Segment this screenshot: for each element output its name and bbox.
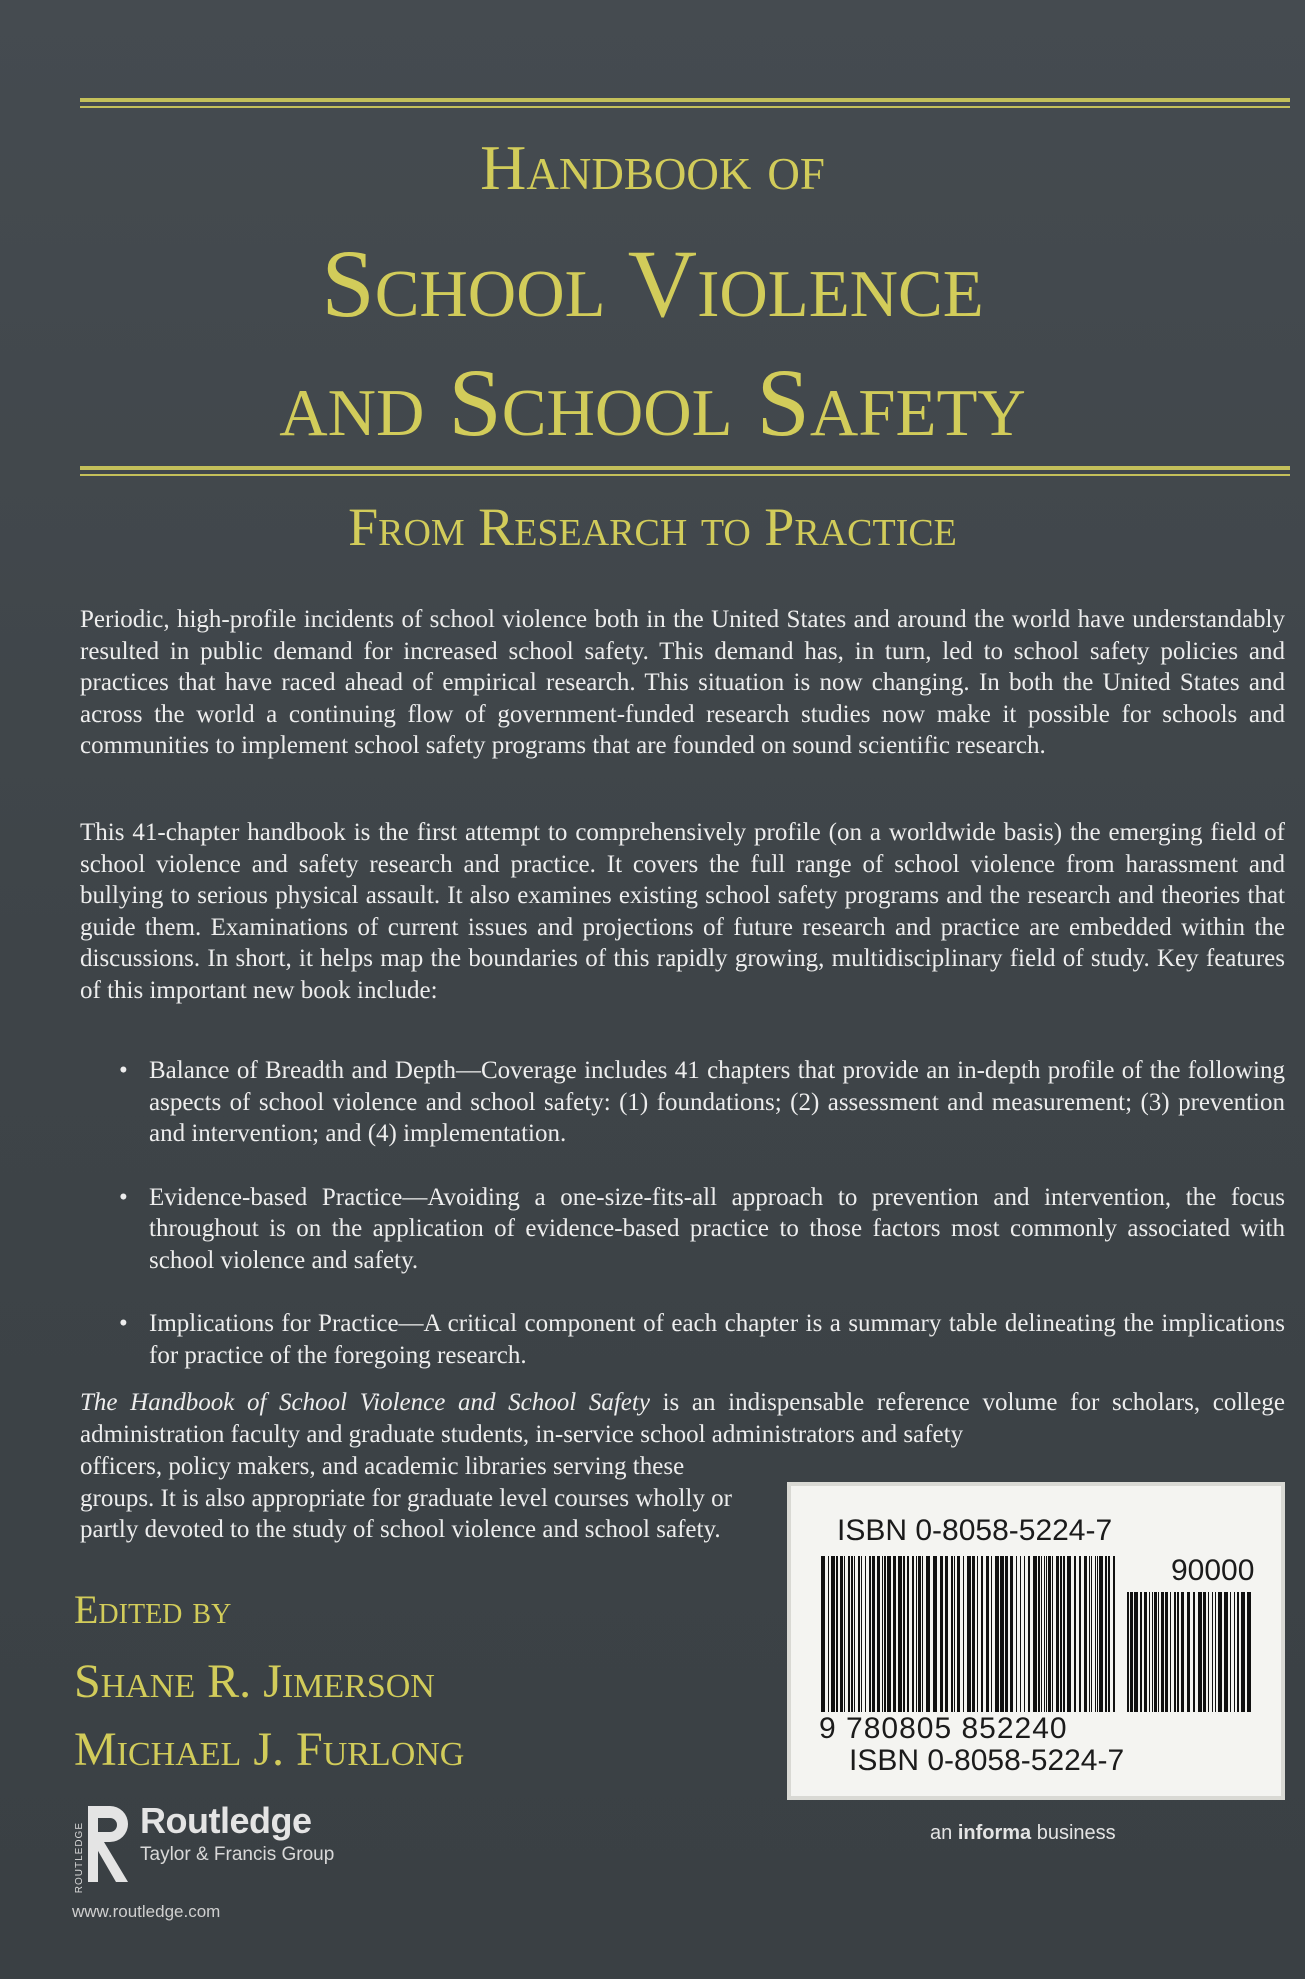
barcode-bar (865, 1556, 866, 1712)
barcode-bar (831, 1556, 835, 1712)
book-title-italic: The Handbook of School Violence and School Safety (80, 1389, 650, 1416)
bullet-icon: • (119, 1057, 128, 1084)
barcode-bar (1230, 1592, 1231, 1712)
barcode-bar (1127, 1592, 1129, 1712)
barcode-bar (877, 1556, 880, 1712)
barcode-bar (1165, 1592, 1168, 1712)
title-line-1: Handbook of (480, 132, 825, 203)
barcode-bar (1174, 1592, 1176, 1712)
barcode-bar (840, 1556, 843, 1712)
audience-paragraph: The Handbook of School Violence and School Safety is an indispensable reference volume for scholars, college administration faculty and graduate students, in-service school administrators and safety (80, 1389, 1285, 1448)
barcode-bar (995, 1556, 999, 1712)
informa-tagline: an informa business (930, 1822, 1116, 1844)
barcode-bar (1028, 1556, 1030, 1712)
barcode-bar (1095, 1556, 1096, 1712)
barcode-bar (933, 1556, 937, 1712)
barcode-bar (1079, 1556, 1081, 1712)
barcode-bar (858, 1556, 860, 1712)
middle-rule (80, 466, 1290, 476)
handbook-paragraph: This 41-chapter handbook is the first attempt to comprehensively profile (on a worldwide basis) the emerging field of school violence and safety research and practice. It covers the full range of school violence from harassment and bullying to serious physical assault. It also examines existing school safety programs and the research and theories that guide them. Examinations of current issues and projections of future research and practice are embedded within the discussions. In short, it helps map the boundaries of this rapidly growing, multidisciplinary field of study. Key features of this important new book include: (80, 819, 1285, 1004)
barcode-bar (1067, 1556, 1071, 1712)
barcode-bar (1089, 1556, 1090, 1712)
barcode-bar (972, 1556, 975, 1712)
barcode-bar (882, 1556, 883, 1712)
barcode-bar (922, 1556, 923, 1712)
barcode-bar (986, 1556, 989, 1712)
barcode-bar (1149, 1592, 1150, 1712)
barcode-bar (1041, 1556, 1042, 1712)
isbn-top: ISBN 0-8058-5224-7 (837, 1514, 1113, 1547)
barcode-bar (861, 1556, 862, 1712)
publisher-url: www.routledge.com (72, 1902, 221, 1921)
barcode-bar (872, 1556, 875, 1712)
barcode-bar (1024, 1556, 1025, 1712)
barcode-bar (1005, 1556, 1008, 1712)
barcode-bar (1010, 1556, 1013, 1712)
barcode-bar (1241, 1592, 1245, 1712)
bullet-icon: • (119, 1183, 128, 1211)
barcode-bar (1000, 1556, 1004, 1712)
barcode-bar (844, 1556, 845, 1712)
barcode-bar (1187, 1592, 1190, 1712)
isbn-bottom: ISBN 0-8058-5224-7 (849, 1744, 1125, 1777)
barcode-bar (1105, 1556, 1107, 1712)
barcode-bar (918, 1556, 921, 1712)
barcode-bar (1084, 1556, 1087, 1712)
barcode-bar (1218, 1592, 1222, 1712)
barcode-bar (981, 1556, 983, 1712)
barcode-bar (1144, 1592, 1147, 1712)
barcode-bar (967, 1556, 971, 1712)
barcode-bar (1208, 1592, 1209, 1712)
barcode-bar (1074, 1556, 1076, 1712)
barcode-bar (912, 1556, 914, 1712)
barcode-bar (916, 1556, 917, 1712)
barcode-bar (940, 1556, 943, 1712)
barcode-bar (951, 1556, 953, 1712)
barcode-bar (1177, 1592, 1179, 1712)
barcode-bar (1108, 1556, 1110, 1712)
list-item: • Evidence-based Practice—Avoiding a one-size-fits-all approach to prevention and intervention, the focus throughout is on the application of evidence-based practice to those factors most commonly associated with school violence and safety. (119, 1183, 1285, 1274)
barcode-bar (1046, 1556, 1047, 1712)
barcode-bar (1099, 1556, 1103, 1712)
barcode-bar (848, 1556, 850, 1712)
barcode-bar (1212, 1592, 1213, 1712)
barcode-bar (1152, 1592, 1153, 1712)
barcode-bar (1033, 1556, 1037, 1712)
barcode-bar (828, 1556, 829, 1712)
barcode-bar (991, 1556, 992, 1712)
barcode-bar (1052, 1556, 1053, 1712)
key-features-list (115, 1055, 1285, 1403)
barcode-bar (1048, 1556, 1051, 1712)
publisher-logo (72, 1796, 402, 1896)
title-line-2: School Violence (321, 230, 984, 337)
audience-paragraph-continued: officers, policy makers, and academic libraries serving these groups. It is also appropriate for graduate level courses wholly or partly devoted to the study of school violence and school safety. (80, 1453, 732, 1543)
barcode-bar (869, 1556, 871, 1712)
barcode-bar (1234, 1592, 1235, 1712)
barcode-bar (954, 1556, 955, 1712)
barcode-bar (926, 1556, 930, 1712)
intro-paragraph: Periodic, high-profile incidents of school violence both in the United States and around the world have understandably resulted in public demand for increased school safety. This demand has, in turn, led to school safety policies and practices that have raced ahead of empirical research. This situation is now changing. In both the United States and across the world a continuing flow of government-funded research studies now make it possible for schools and communities to implement school safety programs that are founded on sound scientific research. (80, 606, 1285, 759)
barcode-bar (1154, 1592, 1157, 1712)
barcode-bar (1198, 1592, 1202, 1712)
barcode-bar (945, 1556, 948, 1712)
subtitle: From Research to Practice (348, 497, 957, 557)
barcode-bar (836, 1556, 838, 1712)
logo-side-text: ROUTLEDGE (74, 1822, 85, 1894)
barcode-bar (903, 1556, 905, 1712)
barcode-bar (1130, 1592, 1133, 1712)
top-rule (80, 98, 1290, 108)
barcode-bar (1247, 1592, 1251, 1712)
price-barcode (1127, 1592, 1257, 1712)
barcode-bar (851, 1556, 853, 1712)
list-item: • Balance of Breadth and Depth—Coverage includes 41 chapters that provide an in-depth profile of the following aspects of school violence and school safety: (1) foundations; (2) assessment and measurement; (3) prevention and intervention; and (4) implementation. (119, 1057, 1285, 1147)
barcode-bar (957, 1556, 960, 1712)
barcode-bar (1056, 1556, 1059, 1712)
title-line-3: and School Safety (279, 349, 1026, 456)
barcode-bar (884, 1556, 886, 1712)
barcode-bar (893, 1556, 896, 1712)
edited-by-label: Edited by (74, 1587, 232, 1632)
barcode-bar (1203, 1592, 1206, 1712)
list-item: • Implications for Practice—A critical component of each chapter is a summary table delineating the implications for practice of the foregoing research. (119, 1310, 1285, 1369)
barcode-bar (854, 1556, 855, 1712)
barcode-bar (821, 1556, 825, 1712)
barcode-bar (1060, 1556, 1062, 1712)
barcode-bar (1038, 1556, 1040, 1712)
barcode-bar (887, 1556, 891, 1712)
barcode-bar (1181, 1592, 1184, 1712)
price-code: 90000 (1171, 1554, 1255, 1587)
editor-name-2: Michael J. Furlong (74, 1723, 465, 1776)
barcode-bar (1140, 1592, 1142, 1712)
barcode-bar (1044, 1556, 1045, 1712)
barcode-bar (1097, 1556, 1098, 1712)
barcode-bar (977, 1556, 978, 1712)
barcode-bar (1020, 1556, 1021, 1712)
barcode-bar (1170, 1592, 1171, 1712)
barcode-bar (898, 1556, 902, 1712)
barcode-bar (1134, 1592, 1138, 1712)
barcode-bar (1193, 1592, 1195, 1712)
barcode-label (787, 1482, 1285, 1800)
barcode-bar (1215, 1592, 1216, 1712)
barcode-bar (963, 1556, 964, 1712)
barcode-bar (1091, 1556, 1092, 1712)
barcode-bar (1063, 1556, 1065, 1712)
publisher-name: Routledge (140, 1800, 312, 1841)
editor-name-1: Shane R. Jimerson (74, 1655, 435, 1708)
ean-barcode (821, 1556, 1121, 1712)
barcode-bar (1224, 1592, 1228, 1712)
bullet-icon: • (119, 1310, 128, 1337)
publisher-group: Taylor & Francis Group (140, 1844, 335, 1865)
barcode-bar (1113, 1556, 1115, 1712)
barcode-bar (1016, 1556, 1017, 1712)
barcode-bar (1158, 1592, 1159, 1712)
barcode-bar (1161, 1592, 1164, 1712)
barcode-bar (1237, 1592, 1239, 1712)
barcode-bar (907, 1556, 909, 1712)
ean-digits: 9 780805 852240 (819, 1712, 1068, 1745)
